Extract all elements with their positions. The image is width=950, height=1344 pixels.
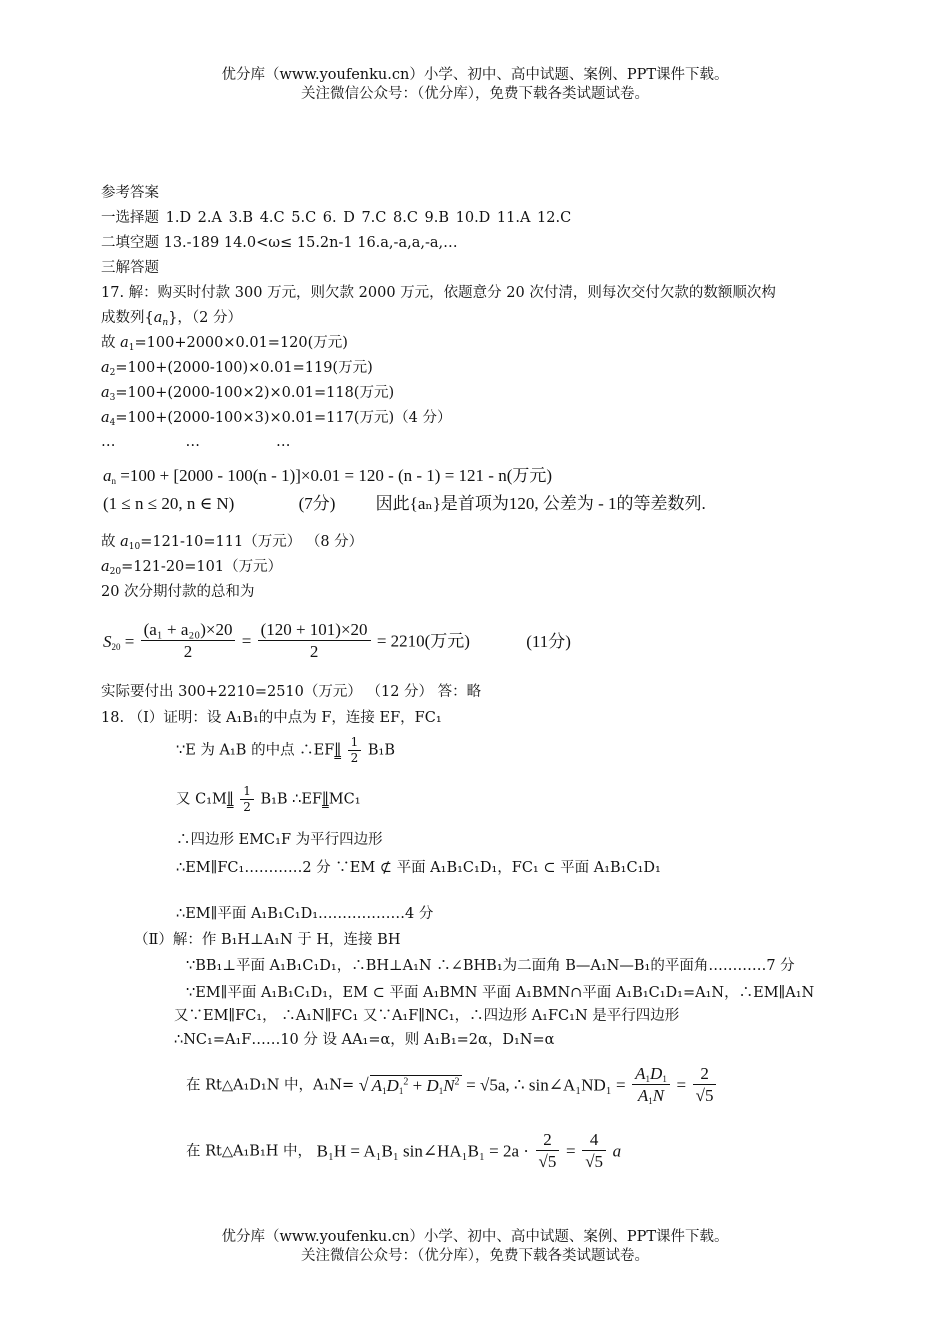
q18-step-3: ∴四边形 EMC₁F 为平行四边形 <box>176 832 383 848</box>
header-line-1: 优分库（www.youfenku.cn）小学、初中、高中试题、案例、PPT课件下载。 <box>221 67 729 83</box>
q18-part2-line-3: 又∵EM∥FC₁， ∴A₁N∥FC₁ 又∵A₁F∥NC₁，∴四边形 A₁FC₁N 是平行四边形 <box>174 1008 680 1024</box>
q18-part2-line-4: ∴NC₁=A₁F……10 分 设 AA₁=α，则 A₁B₁=2α，D₁N=α <box>174 1032 555 1048</box>
q18-step-5: ∴EM∥平面 A₁B₁C₁D₁………………4 分 <box>176 906 434 922</box>
q18-step-2: 又 C₁M∥ $\frac{1}{2}$ B₁B ∴EF∥MC₁ <box>176 784 361 814</box>
q17-dots: … … … <box>101 434 291 450</box>
q17-condition: (1 ≤ n ≤ 20, n ∈ N) (7分) 因此{aₙ}是首项为120, 公差为 - 1的等差数列. <box>103 494 706 513</box>
footer-line-2: 关注微信公众号：（优分库），免费下载各类试题试卷。 <box>301 1248 649 1264</box>
page-header <box>0 66 950 104</box>
q18-part2-intro: （Ⅱ）解：作 B₁H⊥A₁N 于 H，连接 BH <box>134 932 401 948</box>
q17-a4: $a_4=100+(2000-100\times 3)\times 0.01=117$(万元)（4 分） <box>101 410 452 428</box>
q17-an-formula: $a_n =100 + [2000 - 100(n - 1)]\times 0.01 = 120 - (n - 1) = 121 - n$(万元) <box>103 466 553 486</box>
fill-answers: 二填空题 13.-189 14.0<ω≤ 15.2n-1 16.a,-a,a,-a,… <box>101 235 458 251</box>
footer-line-1: 优分库（www.youfenku.cn）小学、初中、高中试题、案例、PPT课件下载。 <box>221 1229 729 1245</box>
q17-sum-intro: 20 次分期付款的总和为 <box>101 584 255 600</box>
q17-a20: $a_{20}=121-20=101$（万元） <box>101 559 283 577</box>
q17-a2: $a_2=100+(2000-100)\times 0.01=119$(万元) <box>101 360 373 378</box>
solve-heading: 三解答题 <box>101 260 159 276</box>
answers-title: 参考答案 <box>101 185 159 201</box>
header-line-2: 关注微信公众号：（优分库），免费下载各类试题试卷。 <box>301 86 649 102</box>
q17-a10: 故 $a_{10}=121-10=111$（万元） （8 分） <box>101 534 364 552</box>
q18-part2-line-1: ∵BB₁⊥平面 A₁B₁C₁D₁，∴BH⊥A₁N ∴∠BHB₁为二面角 B—A₁N—B₁的平面角…………7 分 <box>186 958 795 974</box>
q17-line-1: 17. 解：购买时付款 300 万元，则欠款 2000 万元，依题意分 20 次付清，则每次交付欠款的数额顺次构 <box>101 285 776 301</box>
q17-actual: 实际要付出 300+2210=2510（万元） （12 分） 答：略 <box>101 684 482 700</box>
choice-answers: 一选择题 1.D 2.A 3.B 4.C 5.C 6. D 7.C 8.C 9.B 10.D 11.A 12.C <box>101 210 572 226</box>
page-footer <box>0 1228 950 1266</box>
q18-intro: 18. （Ⅰ）证明：设 A₁B₁的中点为 F，连接 EF，FC₁ <box>101 710 442 726</box>
q18-part2-line-2: ∵EM∥平面 A₁B₁C₁D₁，EM ⊂ 平面 A₁BMN 平面 A₁BMN∩平面 A₁B₁C₁D₁=A₁N，∴EM∥A₁N <box>186 985 815 1001</box>
q17-line-2: 成数列$\{a_n\}$，（2 分） <box>101 310 242 328</box>
q17-sum-formula: $S_{20}$ = $\frac{\text{(a₁ + a₂₀)×20}}{2}$ = $\frac{(120 + 101)\times 20}{2}$ = 2210(万元) (11分) <box>103 620 571 661</box>
q17-a3: $a_3=100+(2000-100\times 2)\times 0.01=118$(万元) <box>101 385 395 403</box>
q18-step-1: ∵E 为 A₁B 的中点 ∴EF∥ $\frac{1}{2}$ B₁B <box>176 735 396 765</box>
q18-rt-a1b1h: 在 Rt△A₁B₁H 中， B₁H = A₁B₁ sin∠HA₁B₁ = 2a · $\frac{2}{√5}$ = $\frac{4}{√5}$ a <box>186 1130 622 1171</box>
q18-rt-a1d1n: 在 Rt△A₁D₁N 中，A₁N= √ $A_1D_1^2 + D_1N^2 = √5a$, ∴ sin∠A₁ND₁ = $\frac{A_1D_1}{A_1N}$ = $\frac{2}{√5}$ <box>186 1064 718 1107</box>
q17-a1: 故 $a_1=100+2000\times 0.01=120$(万元) <box>101 335 348 353</box>
q18-step-4: ∴EM∥FC₁…………2 分 ∵EM ⊄ 平面 A₁B₁C₁D₁，FC₁ ⊂ 平面 A₁B₁C₁D₁ <box>176 860 661 876</box>
